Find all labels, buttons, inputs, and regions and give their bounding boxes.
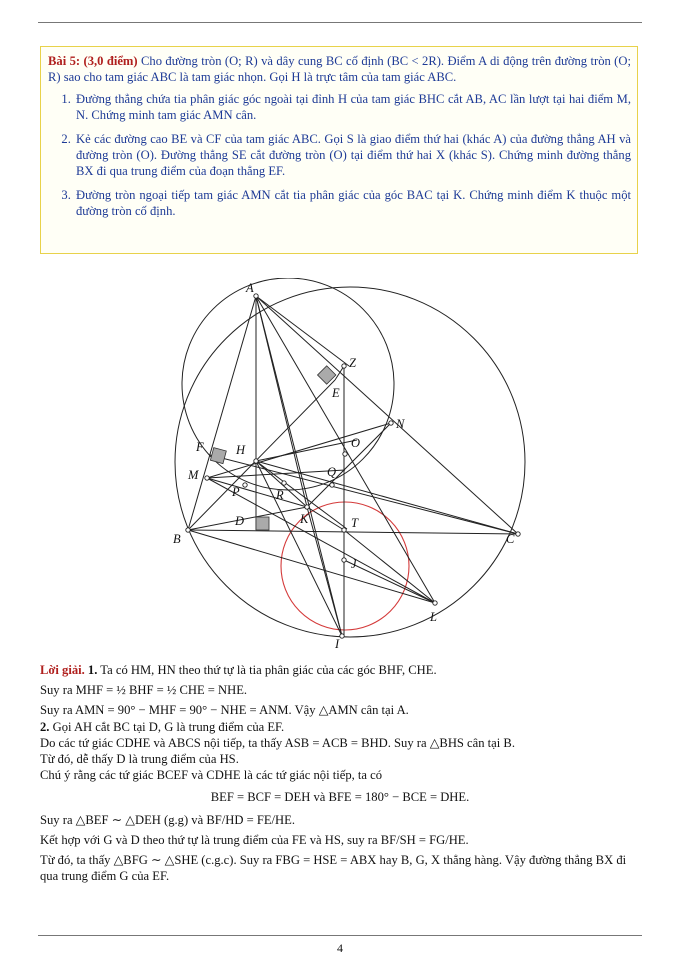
point-t	[342, 528, 346, 532]
part-1-number: 1.	[87, 663, 98, 677]
point-r	[282, 481, 286, 485]
problem-item-2: 2. Kẻ các đường cao BE và CF của tam giác ABC. Gọi S là giao điểm thứ hai (khác A) của đường thẳng AH và đường tròn (O). Đường thẳng SE cắt đường tròn (O) tại điểm thứ hai X (khác S). Chứng minh đường thẳng BX đi qua trung điểm của đoạn thẳng EF.	[74, 131, 631, 179]
solution-line-9: Kết hợp với G và D theo thứ tự là trung điểm của FE và HS, suy ra BF/SH = FG/HE.	[40, 832, 469, 847]
solution-line-10: Từ đó, ta thấy △BFG ∼ △SHE (c.g.c). Suy ra FBG = HSE = ABX hay B, G, X thẳng hàng. Vậy đường thẳng BX đi qua trung điểm G của EF.	[40, 853, 627, 884]
solution-label: Lời giải.	[40, 663, 85, 677]
solution-line-7: Chú ý rằng các tứ giác BCEF và CDHE là các tứ giác nội tiếp, ta có	[40, 768, 383, 783]
label-c: C	[506, 532, 515, 546]
label-r: R	[276, 488, 284, 502]
label-q: Q	[327, 465, 337, 479]
label-j: J	[351, 557, 357, 571]
solution-line-1	[40, 662, 640, 678]
problem-intro-text: Cho đường tròn (O; R) và dây cung BC cố định (BC < 2R). Điểm A di động trên đường tròn (O; R) sao cho tam giác ABC là tam giác nhọn. Gọi H là trực tâm của tam giác ABC.	[48, 54, 631, 84]
solution-line-6: Từ đó, dễ thấy D là trung điểm của HS.	[40, 752, 239, 767]
solution-line-4	[40, 719, 640, 735]
point-i	[340, 634, 344, 638]
header-rule	[38, 22, 642, 23]
solution-line-8: Suy ra △BEF ∼ △DEH (g.g) và BF/HD = FE/HE.	[40, 812, 295, 827]
point-h	[254, 459, 258, 463]
footer-rule	[38, 935, 642, 936]
solution-equation: BEF = BCF = DEH và BFE = 180° − BCE = DHE.	[210, 790, 470, 805]
right-angle-marker-d	[256, 517, 269, 530]
label-l: L	[430, 610, 437, 624]
point-o	[343, 452, 347, 456]
label-e: E	[332, 386, 340, 400]
point-p	[243, 483, 247, 487]
label-a: A	[246, 281, 254, 295]
point-q	[330, 483, 334, 487]
label-t: T	[351, 516, 358, 530]
solution	[40, 662, 640, 884]
label-m: M	[188, 468, 199, 482]
label-k: K	[300, 512, 309, 526]
problem-label: Bài 5:	[48, 54, 81, 68]
problem-item-3: 3. Đường tròn ngoại tiếp tam giác AMN cắt tia phân giác của góc BAC tại K. Chứng minh điểm K thuộc một đường tròn cố định.	[74, 187, 631, 219]
page-number: 4	[337, 941, 343, 955]
point-z	[342, 364, 346, 368]
label-i: I	[335, 637, 340, 650]
problem-item-1: 1. Đường thẳng chứa tia phân giác góc ngoài tại đỉnh H của tam giác BHC cắt AB, AC lần lượt tại hai điểm M, N. Chứng minh tam giác AMN cân.	[74, 91, 631, 123]
part-2-number: 2.	[40, 719, 50, 734]
solution-text-4: Gọi AH cắt BC tại D, G là trung điểm của EF.	[52, 719, 285, 734]
point-c	[516, 532, 520, 536]
solution-line-3: Suy ra AMN = 90° − MHF = 90° − NHE = ANM. Vậy △AMN cân tại A.	[40, 703, 409, 718]
label-n: N	[396, 417, 405, 431]
geometry-figure	[170, 278, 530, 650]
point-m	[205, 476, 209, 480]
solution-text-1: Ta có HM, HN theo thứ tự là tia phân giác của các góc BHF, CHE.	[100, 663, 437, 677]
label-h: H	[236, 443, 246, 457]
label-o: O	[351, 436, 361, 450]
label-p: P	[232, 485, 240, 499]
label-d: D	[235, 514, 245, 528]
point-j	[342, 558, 346, 562]
point-b	[186, 528, 190, 532]
problem-items	[48, 91, 631, 219]
problem-points: (3,0 điểm)	[83, 54, 138, 68]
point-n	[389, 421, 393, 425]
label-z: Z	[349, 356, 356, 370]
solution-line-2: Suy ra MHF = ½ BHF = ½ CHE = NHE.	[40, 683, 248, 698]
point-l	[433, 601, 437, 605]
problem-box	[40, 46, 638, 254]
problem-intro	[48, 53, 631, 85]
circumcircle-o	[175, 287, 525, 637]
label-b: B	[173, 532, 181, 546]
solution-line-5: Do các tứ giác CDHE và ABCS nội tiếp, ta thấy ASB = ACB = BHD. Suy ra △BHS cân tại B.	[40, 735, 515, 750]
right-angle-marker-f	[210, 448, 226, 464]
label-f: F	[196, 440, 204, 454]
point-a	[254, 294, 258, 298]
point-k	[305, 505, 309, 509]
